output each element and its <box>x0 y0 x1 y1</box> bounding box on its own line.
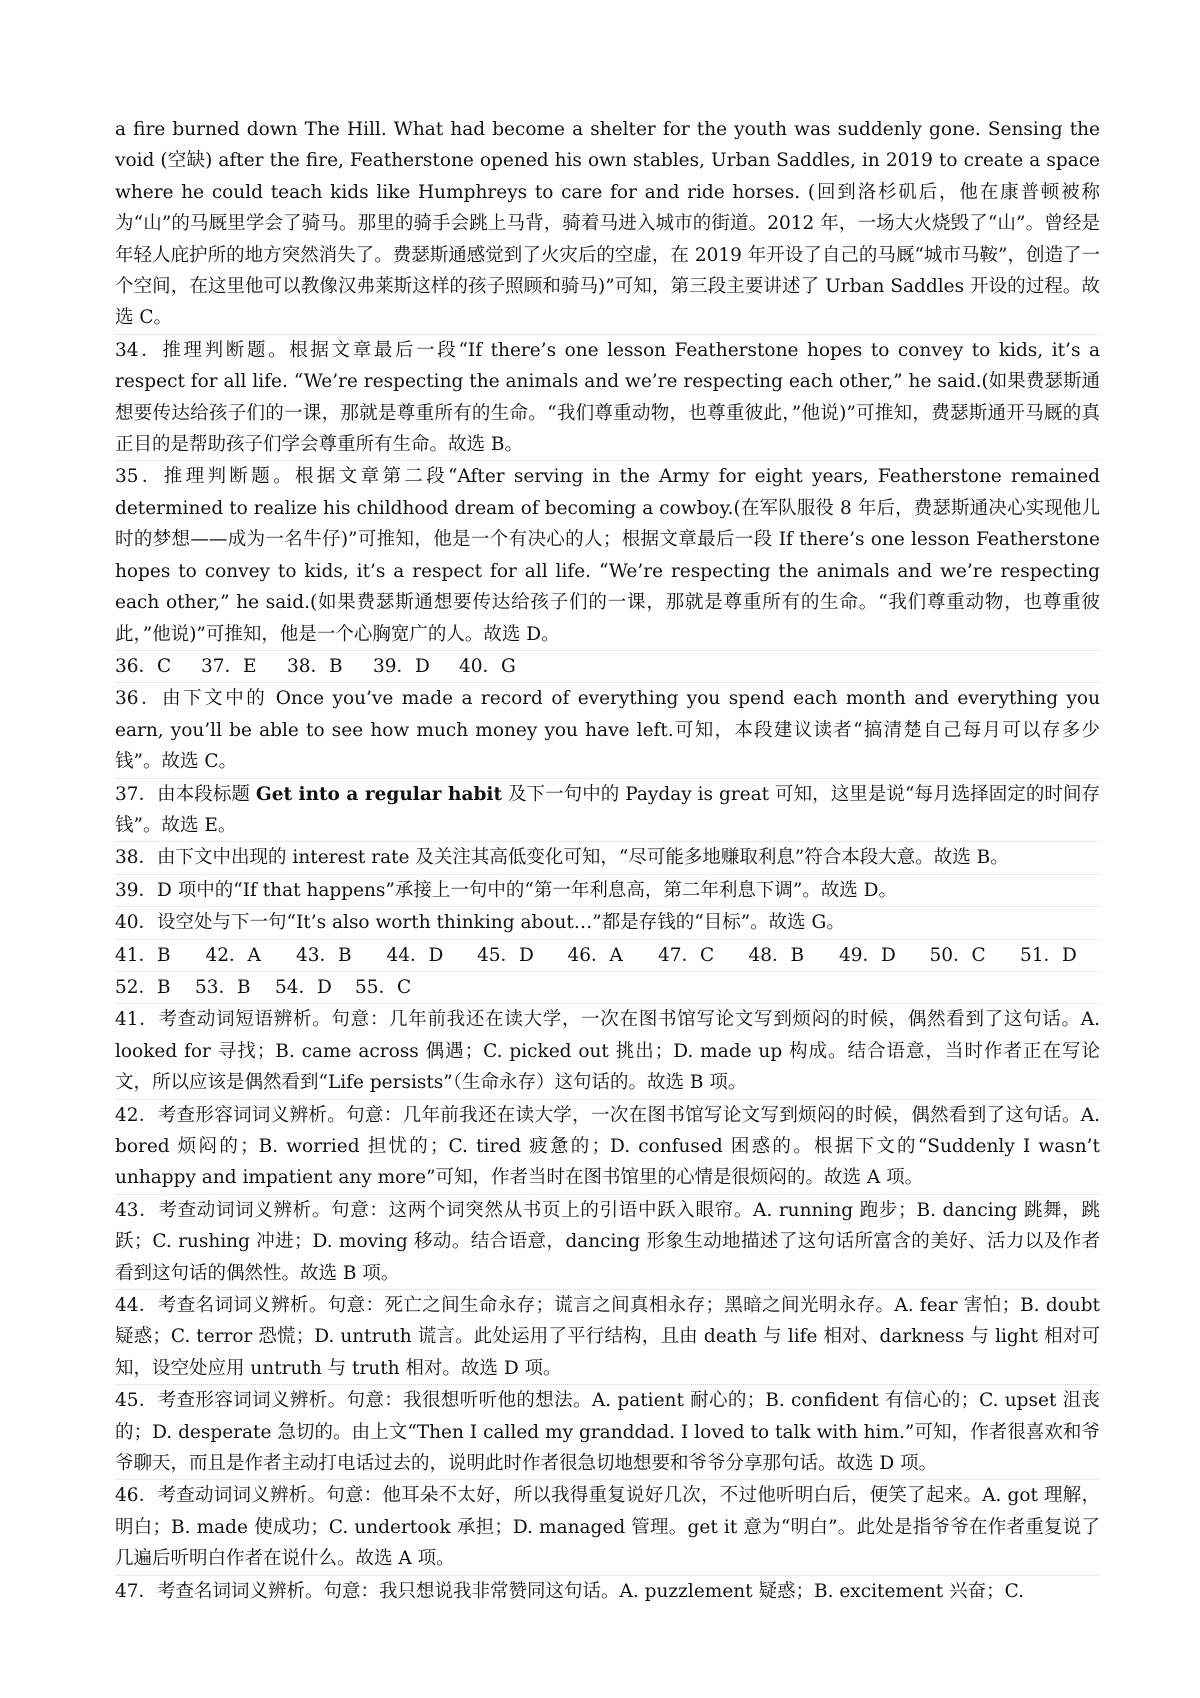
answer-43: 43．B <box>296 944 352 966</box>
answer-44: 44．D <box>386 944 444 966</box>
answer-37: 37．E <box>201 655 257 677</box>
explanation-44: 44．考查名词词义辨析。句意：死亡之间生命永存；谎言之间真相永存；黑暗之间光明永存。A. fear 害怕；B. doubt 疑惑；C. terror 恐慌；D. untruth 谎言。此处运用了平行结构，且由 death 与 life 相对、darkness 与 light 相对可知，设空处应用 untruth 与 truth 相对。故选 D 项。 <box>115 1290 1100 1385</box>
explanation-39: 39．D 项中的“If that happens”承接上一句中的“第一年利息高，第二年利息下调”。故选 D。 <box>115 875 1100 907</box>
explanation-42: 42．考查形容词词义辨析。句意：几年前我还在读大学，一次在图书馆写论文写到烦闷的时候，偶然看到了这句话。A. bored 烦闷的；B. worried 担忧的；C. tired 疲惫的；D. confused 困惑的。根据下文的“Suddenly I wasn’t unhappy and impatient any more”可知，作者当时在图书馆里的心情是很烦闷的。故选 A 项。 <box>115 1100 1100 1195</box>
answer-54: 54．D <box>275 976 332 998</box>
explanation-45: 45．考查形容词词义辨析。句意：我很想听听他的想法。A. patient 耐心的；B. confident 有信心的；C. upset 沮丧的；D. desperate 急切的。由上文“Then I called my granddad. I loved to talk with him.”可知，作者很喜欢和爷爷聊天，而且是作者主动打电话过去的，说明此时作者很急切地想要和爷爷分享那句话。故选 D 项。 <box>115 1385 1100 1480</box>
answer-50: 50．C <box>929 944 986 966</box>
answer-52: 52．B <box>115 976 171 998</box>
answer-row-52-55 <box>115 972 1100 1004</box>
answer-53: 53．B <box>195 976 251 998</box>
document-body <box>115 114 1100 1607</box>
answer-38: 38．B <box>287 655 343 677</box>
answer-36: 36．C <box>115 655 172 677</box>
explanation-36: 36．由下文中的 Once you’ve made a record of everything you spend each month and everything you earn, you’ll be able to see how much money you have left.可知，本段建议读者“搞清楚自己每月可以存多少钱”。故选 C。 <box>115 683 1100 778</box>
bold-heading: Get into a regular habit <box>255 783 503 805</box>
explanation-43: 43．考查动词词义辨析。句意：这两个词突然从书页上的引语中跃入眼帘。A. running 跑步；B. dancing 跳舞，跳跃；C. rushing 冲进；D. moving 移动。结合语意，dancing 形象生动地描述了这句话所富含的美好、活力以及作者看到这句话的偶然性。故选 B 项。 <box>115 1195 1100 1290</box>
answer-row-36-40 <box>115 651 1100 683</box>
answer-41: 41．B <box>115 944 171 966</box>
paragraph-33-continuation: a fire burned down The Hill. What had become a shelter for the youth was suddenly gone. Sensing the void (空缺) after the fire, Featherstone opened his own stables, Urban Saddles, in 2019 to create a space where he could teach kids like Humphreys to care for and ride horses. (回到洛杉矶后，他在康普顿被称为“山”的马厩里学会了骑马。那里的骑手会跳上马背，骑着马进入城市的街道。2012 年，一场大火烧毁了“山”。曾经是年轻人庇护所的地方突然消失了。费瑟斯通感觉到了火灾后的空虚，在 2019 年开设了自己的马厩“城市马鞍”，创造了一个空间，在这里他可以教像汉弗莱斯这样的孩子照顾和骑马)”可知，第三段主要讲述了 Urban Saddles 开设的过程。故选 C。 <box>115 114 1100 335</box>
explanation-41: 41．考查动词短语辨析。句意：几年前我还在读大学，一次在图书馆写论文写到烦闷的时候，偶然看到了这句话。A. looked for 寻找；B. came across 偶遇；C. picked out 挑出；D. made up 构成。结合语意，当时作者正在写论文，所以应该是偶然看到“Life persists”（生命永存）这句话的。故选 B 项。 <box>115 1004 1100 1099</box>
answer-40: 40．G <box>459 655 516 677</box>
answer-49: 49．D <box>839 944 896 966</box>
answer-45: 45．D <box>477 944 534 966</box>
explanation-37: 37．由本段标题 Get into a regular habit 及下一句中的 Payday is great 可知，这里是说“每月选择固定的时间存钱”。故选 E。 <box>115 779 1100 843</box>
explanation-46: 46．考查动词词义辨析。句意：他耳朵不太好，所以我得重复说好几次，不过他听明白后，便笑了起来。A. got 理解，明白；B. made 使成功；C. undertook 承担；D. managed 管理。get it 意为“明白”。此处是指爷爷在作者重复说了几遍后听明白作者在说什么。故选 A 项。 <box>115 1480 1100 1575</box>
explanation-47: 47．考查名词词义辨析。句意：我只想说我非常赞同这句话。A. puzzlement 疑惑；B. excitement 兴奋；C. <box>115 1580 1024 1602</box>
answer-39: 39．D <box>373 655 430 677</box>
answer-42: 42．A <box>205 944 261 966</box>
answer-row-41-51 <box>115 940 1100 972</box>
answer-51: 51．D <box>1020 944 1077 966</box>
explanation-38: 38．由下文中出现的 interest rate 及关注其高低变化可知，“尽可能多地赚取利息”符合本段大意。故选 B。 <box>115 842 1100 874</box>
paragraph-34: 34．推理判断题。根据文章最后一段“If there’s one lesson Featherstone hopes to convey to kids, it’s a respect for all life. “We’re respecting the animals and we’re respecting each other,” he said.(如果费瑟斯通想要传达给孩子们的一课，那就是尊重所有的生命。“我们尊重动物，也尊重彼此，”他说)”可推知，费瑟斯通开马厩的真正目的是帮助孩子们学会尊重所有生命。故选 B。 <box>115 335 1100 462</box>
answer-47: 47．C <box>658 944 715 966</box>
answer-55: 55．C <box>355 976 412 998</box>
answer-46: 46．A <box>567 944 623 966</box>
paragraph-35: 35．推理判断题。根据文章第二段“After serving in the Army for eight years, Featherstone remained determined to realize his childhood dream of becoming a cowboy.(在军队服役 8 年后，费瑟斯通决心实现他儿时的梦想——成为一名牛仔)”可推知，他是一个有决心的人；根据文章最后一段 If there’s one lesson Featherstone hopes to convey to kids, it’s a respect for all life. “We’re respecting the animals and we’re respecting each other,” he said.(如果费瑟斯通想要传达给孩子们的一课，那就是尊重所有的生命。“我们尊重动物，也尊重彼此，”他说)”可推知，他是一个心胸宽广的人。故选 D。 <box>115 461 1100 650</box>
answer-48: 48．B <box>748 944 805 966</box>
explanation-40: 40．设空处与下一句“It’s also worth thinking about…”都是存钱的“目标”。故选 G。 <box>115 907 1100 939</box>
